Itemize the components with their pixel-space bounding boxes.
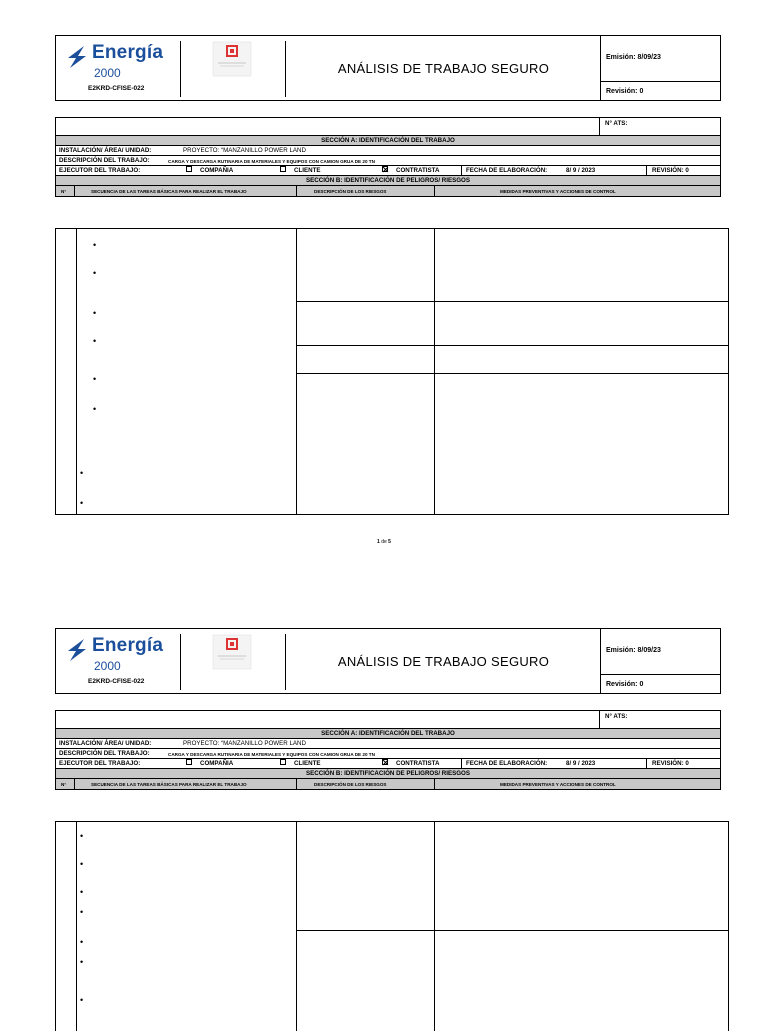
revision-label: REVISIÓN: 0 <box>652 760 689 767</box>
descripcion-label: DESCRIPCIÓN DEL TRABAJO: <box>59 750 150 757</box>
option-cliente[interactable]: CLIENTE <box>280 759 320 768</box>
energia-logo-icon <box>66 637 88 663</box>
option-contratista[interactable]: CONTRATISTA <box>382 166 439 175</box>
page-number: 1 de 5 <box>377 539 391 545</box>
option-compania[interactable]: COMPAÑIA <box>186 759 233 768</box>
emision-box <box>600 36 720 100</box>
task-bullet: • <box>93 374 97 384</box>
company-seal-icon <box>212 634 252 670</box>
emision-date: Emisión: 8/09/23 <box>606 54 661 61</box>
fecha-label: FECHA DE ELABORACIÓN: <box>466 760 548 767</box>
instalacion-label: INSTALACIÓN/ ÁREA/ UNIDAD: <box>59 740 152 747</box>
brand-name: Energía <box>92 635 164 656</box>
divider <box>601 81 720 82</box>
divider <box>601 674 720 675</box>
instalacion-row <box>56 146 720 156</box>
instalacion-value: PROYECTO: “MANZANILLO POWER LAND <box>183 147 306 154</box>
checkbox-icon[interactable] <box>186 759 192 765</box>
energia-logo-icon <box>66 44 88 70</box>
task-bullet: • <box>80 957 84 967</box>
document-code: E2KRD-CFISE-022 <box>88 85 145 92</box>
emision-box <box>600 629 720 693</box>
section-a-heading: SECCIÓN A: IDENTIFICACIÓN DEL TRABAJO <box>56 729 720 739</box>
ejecutor-row <box>56 166 720 176</box>
task-bullet: • <box>93 308 97 318</box>
option-cliente[interactable]: CLIENTE <box>280 166 320 175</box>
company-seal-icon <box>212 41 252 77</box>
task-bullet: • <box>93 336 97 346</box>
section-b-heading: SECCIÓN B: IDENTIFICACIÓN DE PELIGROS/ RIESGOS <box>56 176 720 186</box>
brand-name: Energía <box>92 42 164 63</box>
ats-label: N° ATS: <box>605 713 628 720</box>
document-title: ANÁLISIS DE TRABAJO SEGURO <box>337 653 550 669</box>
ejecutor-row <box>56 759 720 769</box>
task-bullet: • <box>93 240 97 250</box>
checked-checkbox-icon[interactable] <box>382 759 388 765</box>
checkbox-icon[interactable] <box>186 166 192 172</box>
option-contratista[interactable]: CONTRATISTA <box>382 759 439 768</box>
ejecutor-label: EJECUTOR DEL TRABAJO: <box>59 760 141 767</box>
task-bullet: • <box>80 907 84 917</box>
document-header <box>55 628 721 694</box>
revision-label: REVISIÓN: 0 <box>652 167 689 174</box>
brand-year: 2000 <box>94 659 121 673</box>
ats-row <box>56 711 720 729</box>
section-a-table <box>55 710 721 790</box>
brand-year: 2000 <box>94 66 121 80</box>
checkbox-icon[interactable] <box>280 759 286 765</box>
descripcion-value: CARGA Y DESCARGA RUTINARIA DE MATERIALES Y EQUIPOS CON CAMION GRUA DE 20 TN <box>168 159 375 164</box>
descripcion-label: DESCRIPCIÓN DEL TRABAJO: <box>59 157 150 164</box>
document-header <box>55 35 721 101</box>
document-code: E2KRD-CFISE-022 <box>88 678 145 685</box>
task-bullet: • <box>80 468 84 478</box>
divider <box>180 41 181 97</box>
checked-checkbox-icon[interactable] <box>382 166 388 172</box>
divider <box>180 634 181 690</box>
task-bullet: • <box>80 831 84 841</box>
revision-number: Revisión: 0 <box>606 681 644 688</box>
task-bullet: • <box>80 887 84 897</box>
task-table <box>55 821 729 1031</box>
instalacion-row <box>56 739 720 749</box>
task-bullet: • <box>80 995 84 1005</box>
descripcion-value: CARGA Y DESCARGA RUTINARIA DE MATERIALES Y EQUIPOS CON CAMION GRUA DE 20 TN <box>168 752 375 757</box>
task-bullet: • <box>93 404 97 414</box>
document-title: ANÁLISIS DE TRABAJO SEGURO <box>337 60 550 76</box>
revision-number: Revisión: 0 <box>606 88 644 95</box>
fecha-label: FECHA DE ELABORACIÓN: <box>466 167 548 174</box>
section-b-columns: N° SECUENCIA DE LAS TAREAS BÁSICAS PARA REALIZAR EL TRABAJO DESCRIPCIÓN DE LOS RIESGOS MEDIDAS PREVENTIVAS Y ACCIONES DE CONTROL <box>56 779 720 789</box>
ejecutor-label: EJECUTOR DEL TRABAJO: <box>59 167 141 174</box>
ats-row <box>56 118 720 136</box>
fecha-value: 8/ 9 / 2023 <box>566 167 596 174</box>
descripcion-row <box>56 749 720 759</box>
section-a-heading: SECCIÓN A: IDENTIFICACIÓN DEL TRABAJO <box>56 136 720 146</box>
fecha-value: 8/ 9 / 2023 <box>566 760 596 767</box>
task-bullet: • <box>80 498 84 508</box>
section-a-table <box>55 117 721 197</box>
task-bullet: • <box>93 268 97 278</box>
section-b-heading: SECCIÓN B: IDENTIFICACIÓN DE PELIGROS/ RIESGOS <box>56 769 720 779</box>
descripcion-row <box>56 156 720 166</box>
ats-label: N° ATS: <box>605 120 628 127</box>
option-compania[interactable]: COMPAÑIA <box>186 166 233 175</box>
instalacion-label: INSTALACIÓN/ ÁREA/ UNIDAD: <box>59 147 152 154</box>
section-b-columns: N° SECUENCIA DE LAS TAREAS BÁSICAS PARA REALIZAR EL TRABAJO DESCRIPCIÓN DE LOS RIESGOS MEDIDAS PREVENTIVAS Y ACCIONES DE CONTROL <box>56 186 720 196</box>
checkbox-icon[interactable] <box>280 166 286 172</box>
task-bullet: • <box>80 859 84 869</box>
instalacion-value: PROYECTO: “MANZANILLO POWER LAND <box>183 740 306 747</box>
task-bullet: • <box>80 937 84 947</box>
emision-date: Emisión: 8/09/23 <box>606 647 661 654</box>
task-table <box>55 228 729 515</box>
